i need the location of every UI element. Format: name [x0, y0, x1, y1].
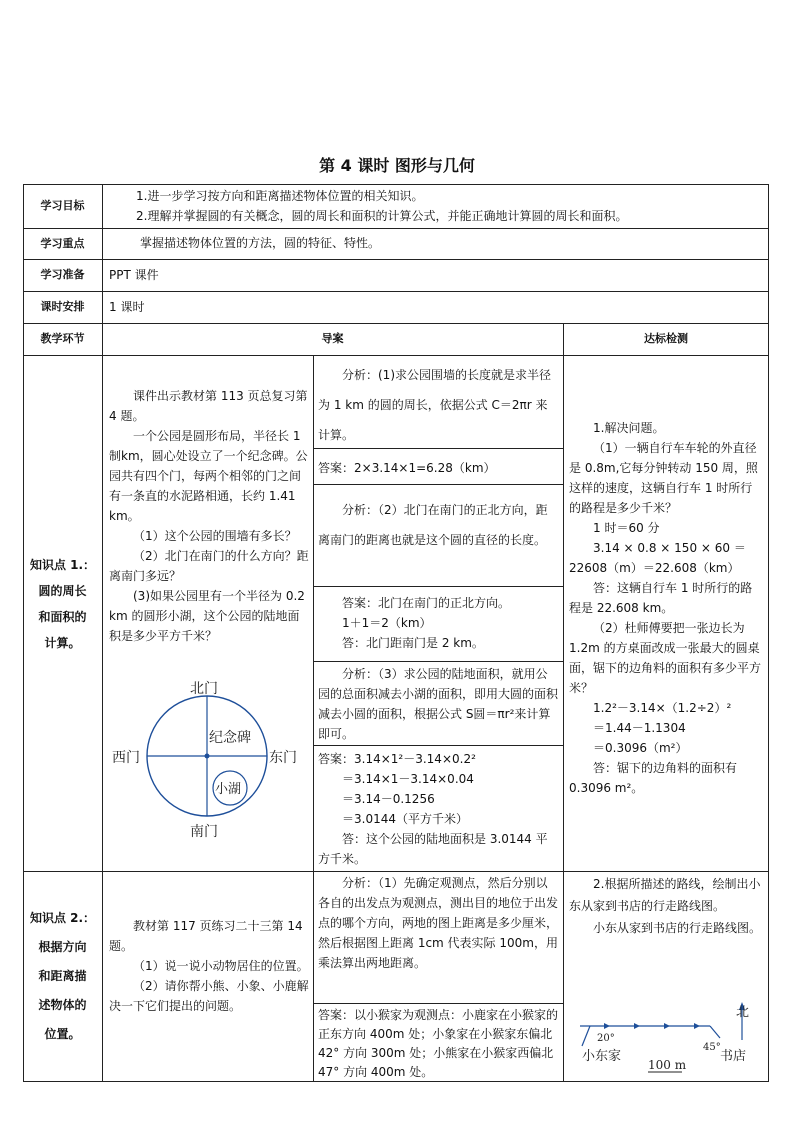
scale-label: 100 m [648, 1058, 687, 1072]
kp2-answer: 答案：以小猴家为观测点：小鹿家在小猴家的正东方向 400m 处；小象家在小猴家东偏北 42° 方向 300m 处；小熊家在小猴家西偏北 47° 方向 400m 处。 [318, 1008, 559, 1079]
goal-line-1: 1.进一步学习按方向和距离描述物体位置的相关知识。 [136, 189, 424, 203]
home-label: 小东家 [582, 1049, 622, 1064]
kp2-check: 2.根据所描述的路线，绘制出小东从家到书店的行走路线图。 小东从家到书店的行走路线图。 [569, 877, 762, 935]
kp1-analysis-3: 分析：（3）求公园的陆地面积，就用公园的总面积减去小湖的面积，即用大圆的面积减去小圆的面积，根据公式 S圆＝πr²来计算即可。 [318, 667, 559, 741]
header-check: 达标检测 [644, 332, 688, 345]
gate-west: 西门 [112, 750, 140, 766]
lake-label: 小湖 [215, 782, 242, 797]
gate-east: 东门 [269, 750, 297, 766]
store-label: 书店 [720, 1049, 747, 1064]
kp1-answer-2: 答案：北门在南门的正北方向。 1＋1＝2（km） 答：北门距南门是 2 km。 [342, 596, 511, 650]
kp1-analysis-1: 分析：(1)求公园围墙的长度就是求半径为 1 km 的圆的周长，依据公式 C＝2πr 来计算。 [318, 368, 551, 442]
angle-20: 20° [597, 1033, 615, 1044]
header-guide: 导案 [321, 332, 344, 345]
route-diagram [570, 996, 764, 1076]
kp1-intro: 课件出示教材第 113 页总复习第 4 题。 一个公园是圆形布局，半径长 1 制km，圆心处设立了一个纪念碑。公园共有四个门，每两个相邻的门之间有一条直的水泥路相通，长约 1.41 km。 （1）这个公园的围墙有多长？ （2）北门在南门的什么方向？距离南门多远？ (3)如果公园里有一个半径为 0.2 km 的圆形小湖，这个公园的陆地面积是多少平方千米？ [109, 389, 309, 643]
kp1-label: 知识点 1.： 圆的周长 和面积的 计算。 [29, 558, 96, 650]
time-label: 课时安排 [40, 300, 85, 313]
time-text: 1 课时 [109, 300, 145, 314]
prep-text: PPT 课件 [109, 268, 159, 282]
focus-label: 学习重点 [40, 237, 85, 250]
kp2-label: 知识点 2.： 根据方向 和距离描 述物体的 位置。 [29, 911, 96, 1041]
north-label: 北 [736, 1005, 750, 1020]
angle-45: 45° [703, 1042, 721, 1053]
gate-south: 南门 [190, 824, 218, 840]
kp1-answer-3: 答案：3.14×1²－3.14×0.2² ＝3.14×1－3.14×0.04 ＝3.14－0.1256 ＝3.0144（平方千米） 答：这个公园的陆地面积是 3.0144 平方千米。 [318, 752, 548, 866]
goal-line-2: 2.理解并掌握圆的有关概念，圆的周长和面积的计算公式，并能正确地计算圆的周长和面积。 [136, 209, 628, 223]
monument-label: 纪念碑 [209, 730, 251, 746]
kp1-check: 1.解决问题。 （1）一辆自行车车轮的外直径是 0.8m,它每分钟转动 150 周，照这样的速度，这辆自行车 1 时所行的路程是多少千米？ 1 时＝60 分 3.14 × 0.8 × 150 × 60 ＝ 22608（m）＝22.608（km） 答：这辆自行车 1 时所行的路程是 22.608 km。 （2）杜师傅要把一张边长为 1.2m 的方桌面改成一张最大的圆桌面，锯下的边角料的面积有多少平方米？ 1.2²－3.14×（1.2÷2）² ＝1.44－1.1304 ＝0.3096（m²） 答：锯下的边角料的面积有 0.3096 m²。 [569, 421, 762, 795]
gate-north: 北门 [190, 681, 218, 697]
header-section: 教学环节 [40, 332, 85, 345]
goal-label: 学习目标 [40, 199, 85, 212]
prep-label: 学习准备 [40, 268, 85, 281]
kp2-intro: 教材第 117 页练习二十三第 14 题。 （1）说一说小动物居住的位置。 （2）请你帮小熊、小象、小鹿解决一下它们提出的问题。 [109, 919, 309, 1013]
kp1-answer-1: 答案：2×3.14×1=6.28（km） [318, 461, 496, 475]
page-title: 第 4 课时 图形与几何 [319, 156, 475, 175]
kp1-analysis-2: 分析：（2）北门在南门的正北方向，距离南门的距离也就是这个圆的直径的长度。 [318, 503, 548, 547]
park-diagram [110, 676, 310, 846]
kp2-analysis: 分析：（1）先确定观测点，然后分别以各自的出发点为观测点，测出目的地位于出发点的哪个方向，两地的图上距离是多少厘米，然后根据图上距离 1cm 代表实际 100m，用乘法算出两地距离。 [318, 876, 559, 970]
focus-text: 掌握描述物体位置的方法，圆的特征、特性。 [140, 236, 381, 250]
